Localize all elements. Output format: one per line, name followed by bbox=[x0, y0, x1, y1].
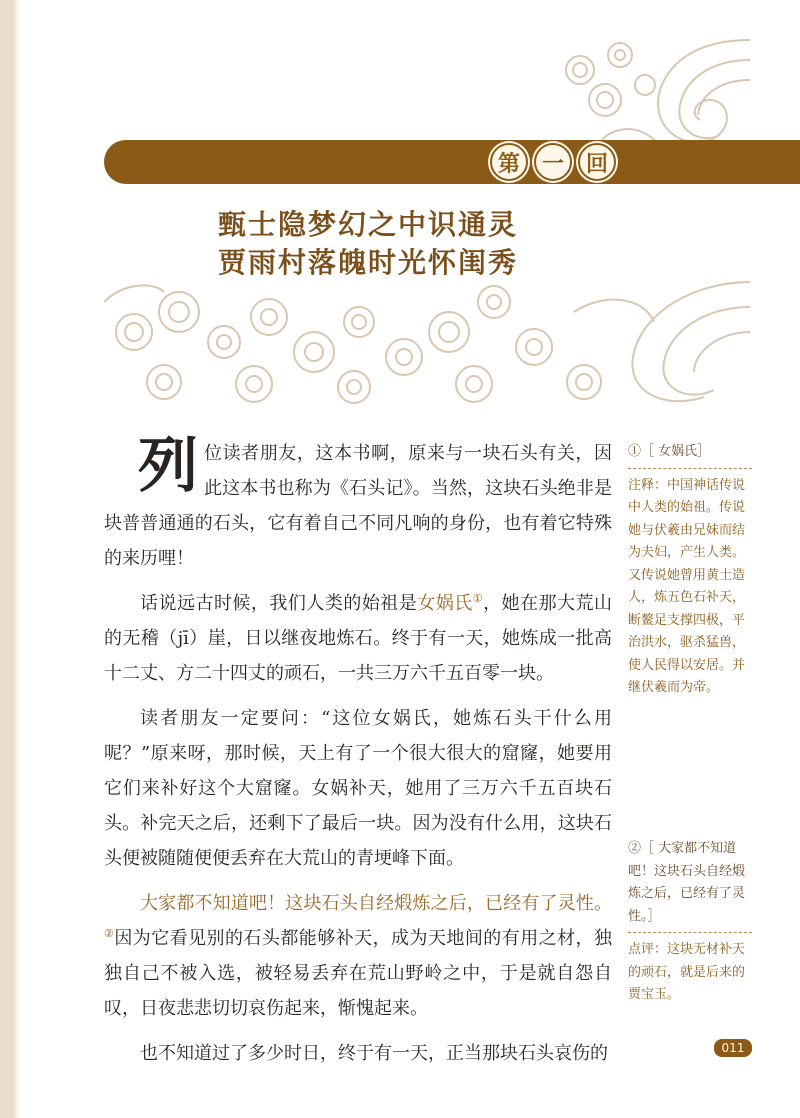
sidenote-2 bbox=[628, 838, 752, 1007]
paragraph-2-before: 话说远古时候，我们人类的始祖是 bbox=[140, 593, 418, 614]
book-spine bbox=[0, 0, 14, 1118]
paragraph-3: 读者朋友一定要问：“这位女娲氏，她炼石头干什么用呢？”原来呀，那时候，天上有了一个很大很大的窟窿，她要用它们来补好这个大窟窿。女娲补天，她用了三万六千五百块石头。补完天之后，还剩下了最后一块。因为没有什么用，这块石头便被随随便便丢弃在大荒山的青埂峰下面。 bbox=[104, 708, 612, 869]
term-nvwa: 女娲氏 bbox=[417, 593, 473, 614]
paragraph-4 bbox=[104, 886, 612, 1026]
main-text bbox=[104, 431, 613, 1081]
sidenote-1-head: ①［ 女娲氏］ bbox=[628, 441, 752, 469]
chapter-heading bbox=[490, 140, 616, 184]
paragraph-4-after: 因为它看见别的石头都能够补天，成为天地间的有用之材，独独自己不被入选，被轻易丢弃在荒山野岭之中，于是就自怨自叹，日夜悲悲切切哀伤起来，惭愧起来。 bbox=[104, 928, 612, 1019]
spine-shadow bbox=[14, 0, 20, 1118]
paragraph-2 bbox=[104, 586, 612, 691]
footnote-ref-1[interactable]: ① bbox=[472, 592, 484, 605]
drop-cap: 列 bbox=[138, 431, 198, 501]
paragraph-5: 也不知道过了多少时日，终于有一天，正当那块石头哀伤的 bbox=[140, 1043, 608, 1064]
sidenote-2-body: 点评：这块无材补天的顽石，就是后来的贾宝玉。 bbox=[628, 942, 746, 1002]
chapter-glyph-hui: 回 bbox=[578, 143, 616, 181]
paragraph-1-text: 位读者朋友，这本书啊，原来与一块石头有关，因此这本书也称为《石头记》。当然，这块石头绝非是块普普通通的石头，它有着自己不同凡响的身份，也有着它特殊的来历哩！ bbox=[104, 443, 612, 569]
chapter-title-line-2: 贾雨村落魄时光怀闺秀 bbox=[218, 246, 519, 279]
chapter-glyph-di: 第 bbox=[490, 143, 528, 181]
paragraph-1 bbox=[104, 431, 612, 576]
page-number: 011 bbox=[714, 1039, 752, 1057]
sidenote-2-head: ②［ 大家都不知道吧！这块石头自经煅炼之后，已经有了灵性。］ bbox=[628, 838, 752, 933]
highlight-sentence: 大家都不知道吧！这块石头自经煅炼之后，已经有了灵性。 bbox=[140, 893, 612, 914]
chapter-title bbox=[218, 206, 518, 282]
chapter-glyph-yi: 一 bbox=[534, 143, 572, 181]
chapter-bar bbox=[104, 140, 800, 184]
wave-pattern-bottom bbox=[104, 272, 750, 410]
paragraph-2-after: ，她在那大荒山的无稽（jī）崖，日以继夜地炼石。终于有一天，她炼成一批高十二丈、方二十四丈的顽石，一共三万六千五百零一块。 bbox=[104, 593, 613, 684]
sidenote-1-body: 注释：中国神话传说中人类的始祖。传说她与伏羲由兄妹而结为夫妇，产生人类。又传说她曾用黄土造人，炼五色石补天，断鳌足支撑四极，平治洪水，驱杀猛兽，使人民得以安居。并继伏羲而为帝。 bbox=[628, 477, 746, 695]
chapter-title-line-1: 甄士隐梦幻之中识通灵 bbox=[218, 208, 519, 241]
footnote-ref-2[interactable]: ② bbox=[104, 927, 115, 940]
sidenote-1 bbox=[628, 441, 752, 700]
